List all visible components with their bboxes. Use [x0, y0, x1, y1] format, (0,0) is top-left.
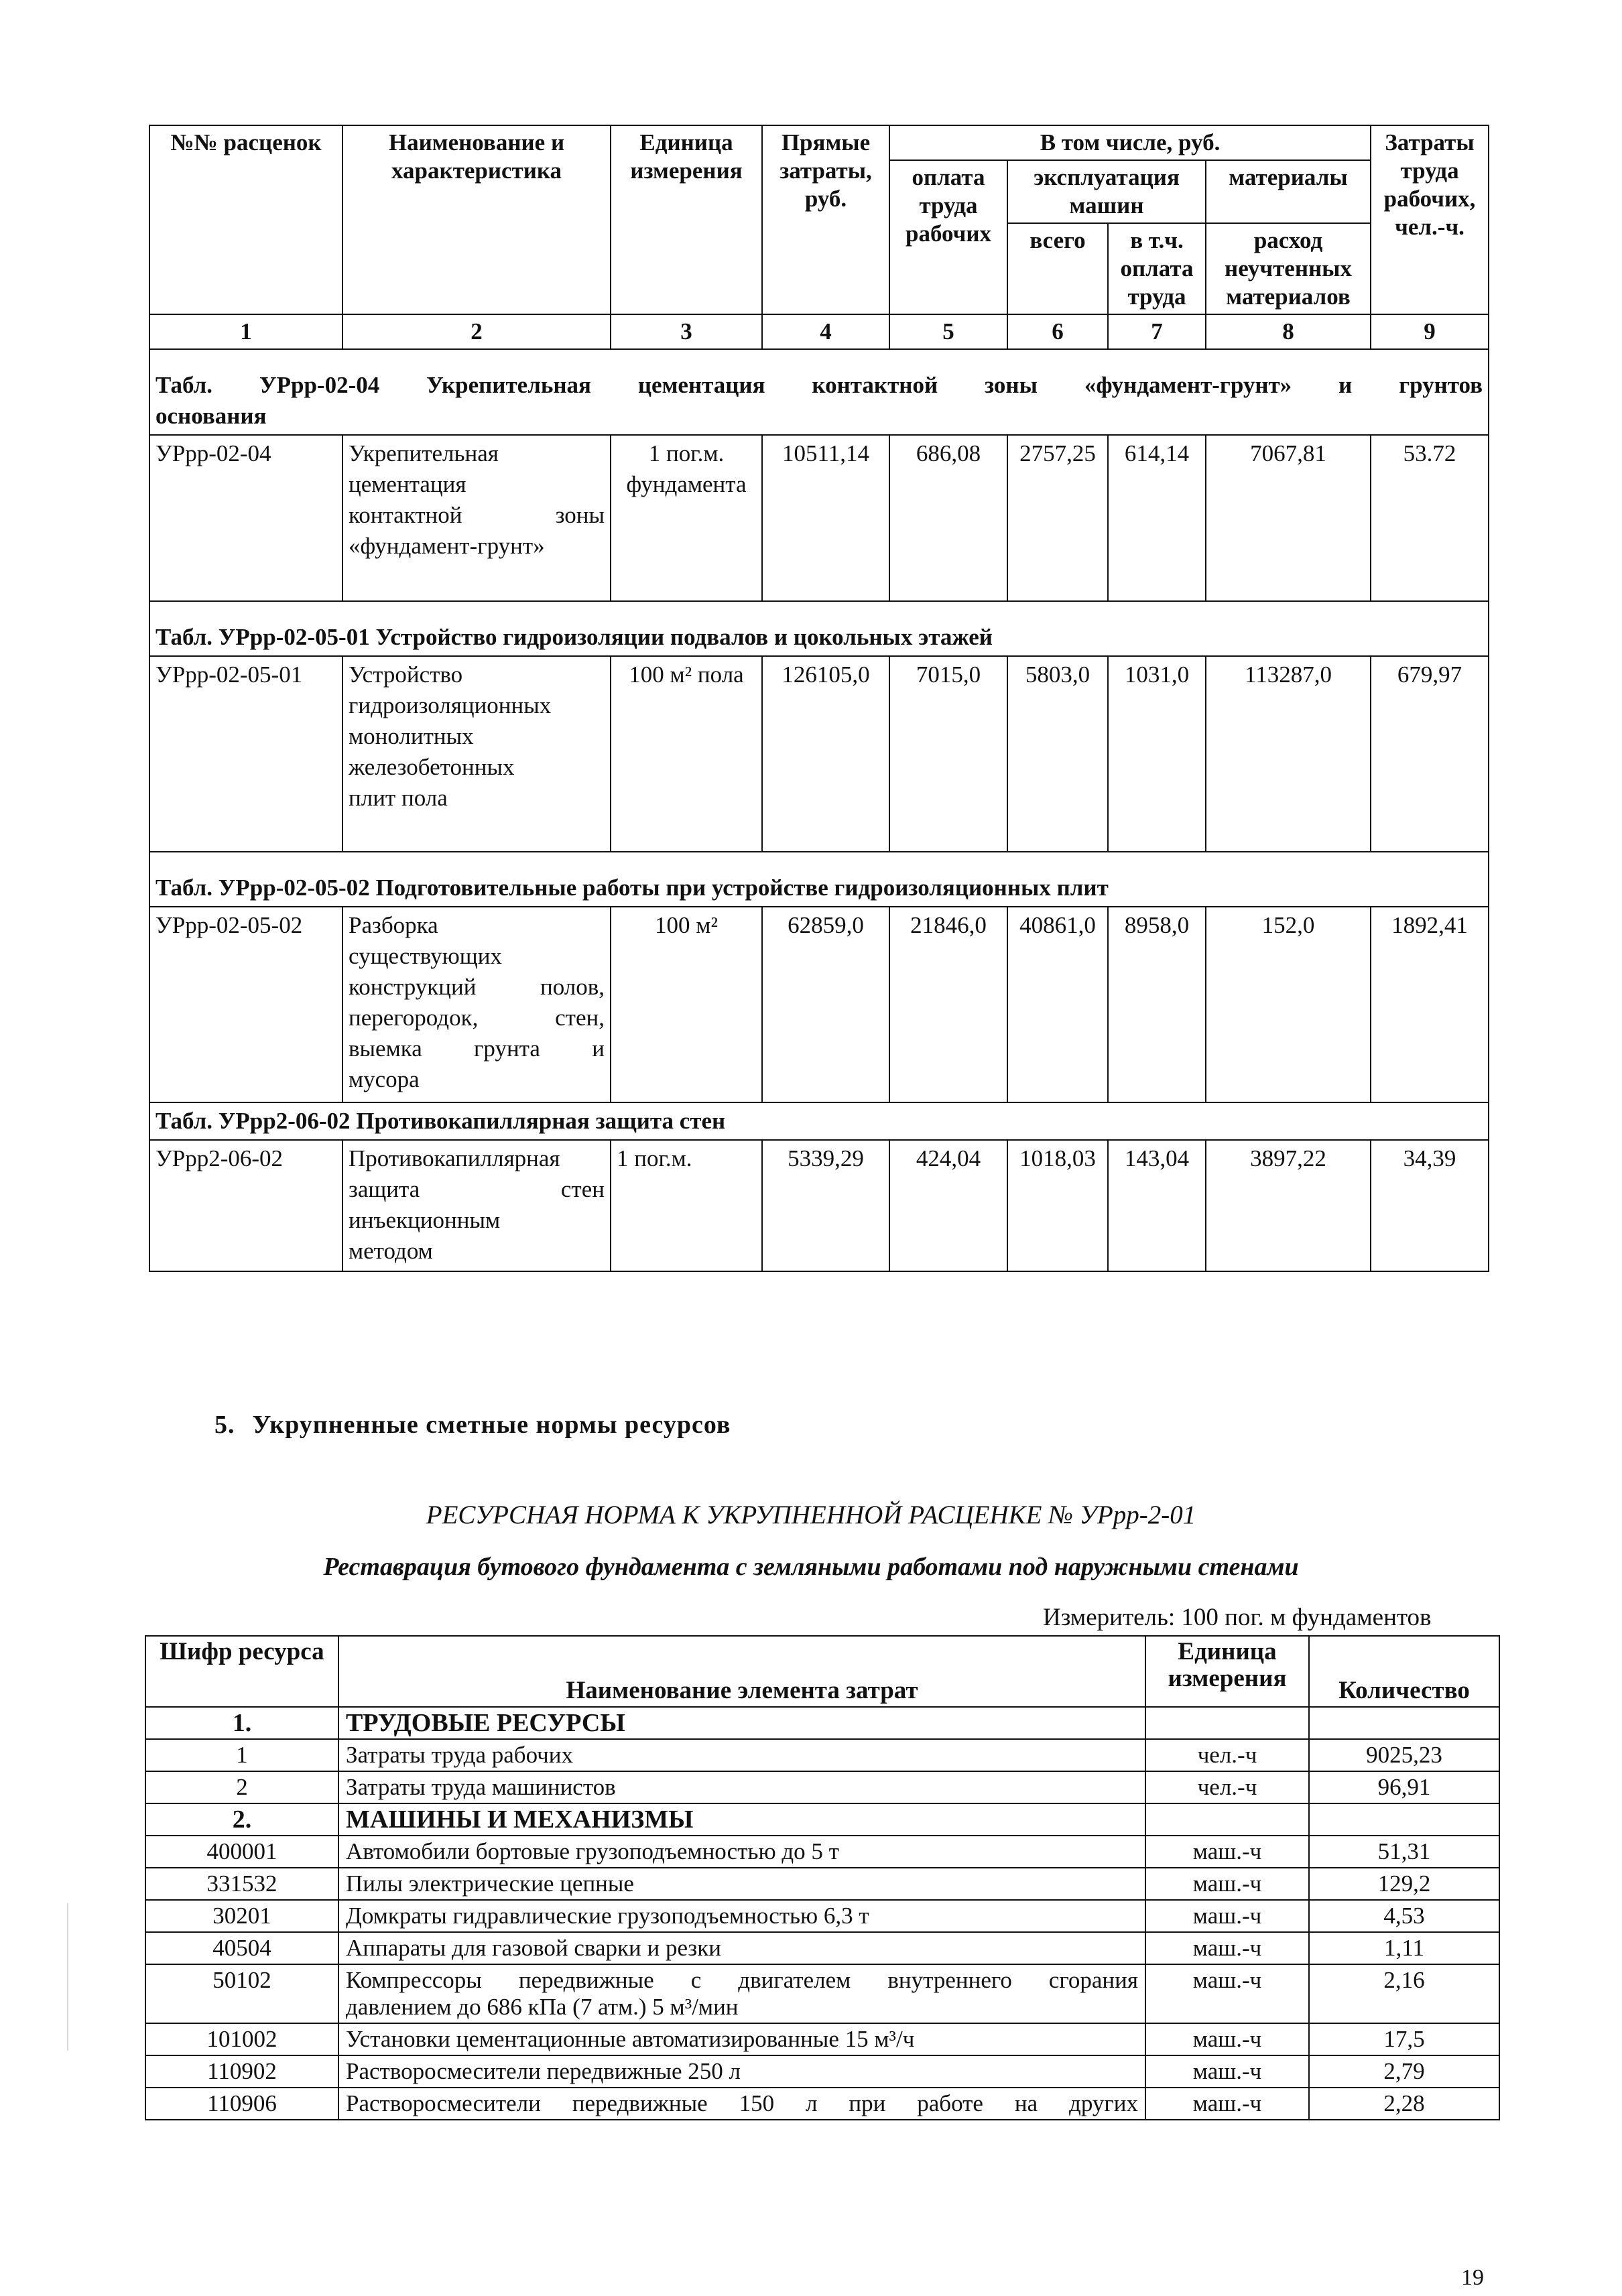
resource-code: 331532	[145, 1868, 338, 1900]
resource-row	[145, 1964, 1499, 2023]
resource-code: 400001	[145, 1836, 338, 1868]
section-title-text: Укрупненные сметные нормы ресурсов	[252, 1411, 731, 1439]
resource-qty: 51,31	[1309, 1836, 1499, 1868]
resource-qty: 2,16	[1309, 1964, 1499, 2023]
column-number: 6	[1007, 314, 1108, 349]
rate-name-line: выемка грунта и	[349, 1035, 605, 1062]
rate-unit: 100 м²	[611, 907, 762, 1102]
resource-name: Пилы электрические цепные	[338, 1868, 1145, 1900]
resource-unit: маш.-ч	[1145, 2055, 1309, 2088]
rate-direct: 126105,0	[762, 656, 889, 852]
resource-qty: 2,28	[1309, 2088, 1499, 2120]
header-code: №№ расценок	[149, 125, 342, 314]
rate-machines-total: 2757,25	[1007, 435, 1108, 601]
section-title-row	[149, 601, 1489, 656]
rate-name-line: контактной зоны	[349, 502, 605, 528]
rate-code: УРрр-02-05-01	[149, 656, 342, 852]
rate-name-line: методом	[349, 1238, 433, 1264]
scan-margin-line	[67, 1903, 68, 2051]
rate-machines-total: 1018,03	[1007, 1140, 1108, 1271]
rate-materials: 7067,81	[1206, 435, 1371, 601]
rate-labor: 679,97	[1371, 656, 1489, 852]
resource-qty: 129,2	[1309, 1868, 1499, 1900]
resource-name-line: давлением до 686 кПа (7 атм.) 5 м³/мин	[346, 1994, 739, 2020]
resource-code: 40504	[145, 1932, 338, 1964]
rate-unit: 100 м² пола	[611, 656, 762, 852]
rate-direct: 5339,29	[762, 1140, 889, 1271]
rate-row	[149, 1140, 1489, 1271]
section-title: Табл. УРрр-02-05-01 Устройство гидроизоляции подвалов и цокольных этажей	[149, 601, 1489, 656]
resource-name: Установки цементационные автоматизированные 15 м³/ч	[338, 2023, 1145, 2055]
resource-unit: маш.-ч	[1145, 1932, 1309, 1964]
section-title: Табл. УРрр-02-05-02 Подготовительные работы при устройстве гидроизоляционных плит	[149, 852, 1489, 907]
rate-name-line: Разборка	[349, 912, 438, 938]
rate-wages: 686,08	[889, 435, 1007, 601]
resource-name: Аппараты для газовой сварки и резки	[338, 1932, 1145, 1964]
column-number: 4	[762, 314, 889, 349]
header-unit: Единица измерения	[611, 125, 762, 314]
page-number: 19	[1461, 2265, 1484, 2290]
section-title	[149, 349, 1489, 435]
resource-name: Растворосмесители передвижные 250 л	[338, 2055, 1145, 2088]
resource-row	[145, 1868, 1499, 1900]
rate-name	[342, 1140, 611, 1271]
rate-machines-total: 40861,0	[1007, 907, 1108, 1102]
rate-materials: 3897,22	[1206, 1140, 1371, 1271]
group-title: МАШИНЫ И МЕХАНИЗМЫ	[338, 1803, 1145, 1836]
resource-qty: 4,53	[1309, 1900, 1499, 1932]
rate-materials: 113287,0	[1206, 656, 1371, 852]
resource-qty: 2,79	[1309, 2055, 1499, 2088]
rate-name-line: существующих	[349, 943, 502, 969]
section-title-line: Табл. УРрр-02-04 Укрепительная цементация контактной зоны «фундамент-грунт» и грунтов	[155, 372, 1483, 398]
rate-labor: 34,39	[1371, 1140, 1489, 1271]
column-numbers-row	[149, 314, 1489, 349]
resource-name	[338, 2088, 1145, 2120]
rate-direct: 10511,14	[762, 435, 889, 601]
group-row	[145, 1707, 1499, 1739]
group-title: ТРУДОВЫЕ РЕСУРСЫ	[338, 1707, 1145, 1739]
resource-row	[145, 1900, 1499, 1932]
rate-name-line: Противокапиллярная	[349, 1145, 560, 1171]
column-number: 1	[149, 314, 342, 349]
resource-name: Затраты труда рабочих	[338, 1739, 1145, 1771]
rate-row	[149, 656, 1489, 852]
header-resource-code: Шифр ресурса	[145, 1636, 338, 1707]
section-title: Табл. УРрр2-06-02 Противокапиллярная защита стен	[149, 1102, 1489, 1140]
measure-unit-line: Измеритель: 100 пог. м фундаментов	[1043, 1604, 1432, 1631]
rate-name-line: плит пола	[349, 785, 448, 811]
rate-name-line: гидроизоляционных	[349, 692, 552, 718]
column-number: 9	[1371, 314, 1489, 349]
header-machines: эксплуатация машин	[1007, 160, 1206, 223]
column-number: 7	[1108, 314, 1206, 349]
norm-subtitle: Реставрация бутового фундамента с земляными работами под наружными стенами	[323, 1553, 1299, 1581]
header-direct-costs: Прямые затраты, руб.	[762, 125, 889, 314]
resource-row	[145, 1771, 1499, 1803]
header-including: В том числе, руб.	[889, 125, 1371, 160]
rate-name-line: железобетонных	[349, 754, 515, 780]
resource-code: 110906	[145, 2088, 338, 2120]
header-labor: Затраты труда рабочих, чел.-ч.	[1371, 125, 1489, 314]
rate-name-line: Устройство	[349, 661, 463, 688]
rate-unit: 1 пог.м. фундамента	[611, 435, 762, 601]
resource-qty: 17,5	[1309, 2023, 1499, 2055]
column-number: 3	[611, 314, 762, 349]
section-title-row	[149, 852, 1489, 907]
rate-labor: 53.72	[1371, 435, 1489, 601]
rate-name	[342, 435, 611, 601]
rate-code: УРрр2-06-02	[149, 1140, 342, 1271]
rate-machines-wages: 614,14	[1108, 435, 1206, 601]
resources-header-row	[145, 1636, 1499, 1707]
rate-machines-wages: 143,04	[1108, 1140, 1206, 1271]
section-heading	[214, 1410, 731, 1440]
rate-name	[342, 907, 611, 1102]
resource-qty: 96,91	[1309, 1771, 1499, 1803]
header-name: Наименование и характеристика	[342, 125, 611, 314]
rate-unit: 1 пог.м.	[611, 1140, 762, 1271]
resource-row	[145, 2088, 1499, 2120]
header-cost-element: Наименование элемента затрат	[338, 1636, 1145, 1707]
rate-name-line: защита стен	[349, 1176, 605, 1202]
rate-row	[149, 435, 1489, 601]
resource-row	[145, 2023, 1499, 2055]
resource-code: 1	[145, 1739, 338, 1771]
resource-unit: маш.-ч	[1145, 1836, 1309, 1868]
norm-title: РЕСУРСНАЯ НОРМА К УКРУПНЕННОЙ РАСЦЕНКЕ № УРрр-2-01	[426, 1501, 1196, 1529]
rate-materials: 152,0	[1206, 907, 1371, 1102]
group-row	[145, 1803, 1499, 1836]
rate-wages: 424,04	[889, 1140, 1007, 1271]
section-title-line: основания	[155, 403, 267, 429]
rate-name-line: Укрепительная	[349, 440, 499, 466]
resource-row	[145, 1932, 1499, 1964]
section-title-row	[149, 349, 1489, 435]
header-machines-wages: в т.ч. оплата труда	[1108, 223, 1206, 314]
resource-code: 30201	[145, 1900, 338, 1932]
rate-wages: 21846,0	[889, 907, 1007, 1102]
rate-machines-wages: 8958,0	[1108, 907, 1206, 1102]
group-code: 1.	[145, 1707, 338, 1739]
rate-direct: 62859,0	[762, 907, 889, 1102]
resource-row	[145, 1739, 1499, 1771]
rate-name-line: мусора	[349, 1066, 420, 1092]
rate-wages: 7015,0	[889, 656, 1007, 852]
resources-table	[145, 1635, 1500, 2120]
section-title-row	[149, 1102, 1489, 1140]
rate-code: УРрр-02-05-02	[149, 907, 342, 1102]
resource-unit: маш.-ч	[1145, 1868, 1309, 1900]
resource-name: Затраты труда машинистов	[338, 1771, 1145, 1803]
header-machines-total: всего	[1007, 223, 1108, 314]
rate-machines-wages: 1031,0	[1108, 656, 1206, 852]
resource-unit: чел.-ч	[1145, 1771, 1309, 1803]
column-number: 8	[1206, 314, 1371, 349]
rate-name-line: «фундамент-грунт»	[349, 533, 545, 559]
resource-name	[338, 1964, 1145, 2023]
rates-table	[149, 125, 1489, 1272]
resource-code: 50102	[145, 1964, 338, 2023]
rate-name-line: перегородок, стен,	[349, 1005, 605, 1031]
resource-name-line: Растворосмесители передвижные 150 л при работе на других	[346, 2090, 1138, 2116]
resource-code: 110902	[145, 2055, 338, 2088]
resource-unit: маш.-ч	[1145, 2088, 1309, 2120]
rate-labor: 1892,41	[1371, 907, 1489, 1102]
resource-unit: маш.-ч	[1145, 1900, 1309, 1932]
rate-name-line: инъекционным	[349, 1207, 501, 1233]
column-number: 5	[889, 314, 1007, 349]
resource-name: Автомобили бортовые грузоподъемностью до 5 т	[338, 1836, 1145, 1868]
resource-qty: 1,11	[1309, 1932, 1499, 1964]
resource-unit: чел.-ч	[1145, 1739, 1309, 1771]
header-wages: оплата труда рабочих	[889, 160, 1007, 314]
rate-name	[342, 656, 611, 852]
resource-unit: маш.-ч	[1145, 1964, 1309, 2023]
header-unit: Единица измерения	[1145, 1636, 1309, 1707]
resource-code: 101002	[145, 2023, 338, 2055]
resource-row	[145, 1836, 1499, 1868]
rate-machines-total: 5803,0	[1007, 656, 1108, 852]
rate-code: УРрр-02-04	[149, 435, 342, 601]
rates-header-row	[149, 125, 1489, 160]
rate-row	[149, 907, 1489, 1102]
section-number: 5.	[214, 1411, 235, 1439]
resource-row	[145, 2055, 1499, 2088]
rate-name-line: монолитных	[349, 723, 474, 749]
column-number: 2	[342, 314, 611, 349]
group-code: 2.	[145, 1803, 338, 1836]
resource-unit: маш.-ч	[1145, 2023, 1309, 2055]
resource-qty: 9025,23	[1309, 1739, 1499, 1771]
rate-name-line: конструкций полов,	[349, 974, 605, 1000]
header-materials: материалы	[1206, 160, 1371, 223]
resource-name-line: Компрессоры передвижные с двигателем внутреннего сгорания	[346, 1967, 1138, 1993]
resource-code: 2	[145, 1771, 338, 1803]
resource-name: Домкраты гидравлические грузоподъемностью 6,3 т	[338, 1900, 1145, 1932]
header-quantity: Количество	[1309, 1636, 1499, 1707]
rate-name-line: цементация	[349, 471, 466, 497]
header-materials-unaccounted: расход неучтенных материалов	[1206, 223, 1371, 314]
